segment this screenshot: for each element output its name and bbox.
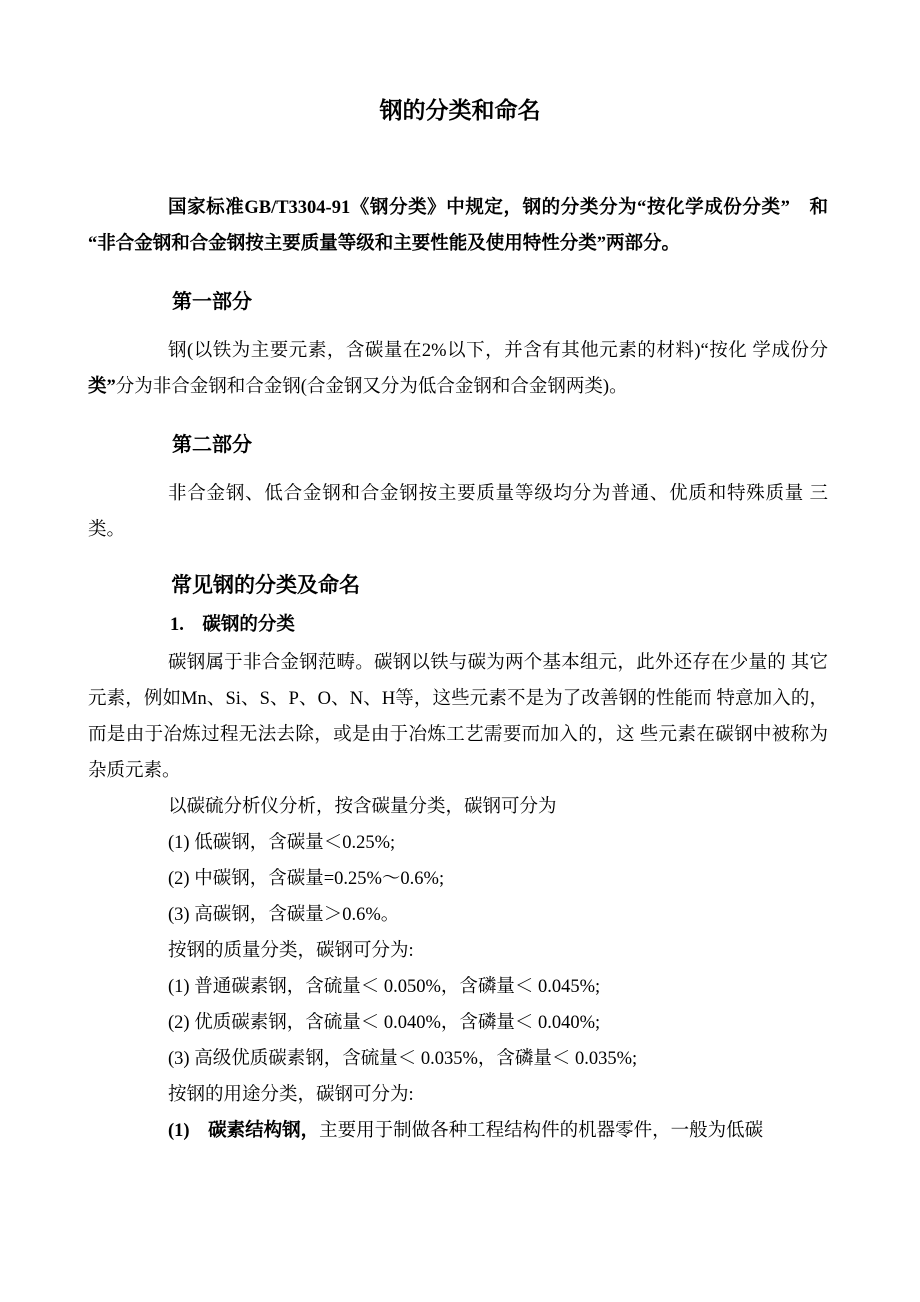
- usage-item-term: 碳素结构钢，: [208, 1121, 320, 1141]
- carbon-list-item: (2) 中碳钢，含碳量=0.25%〜0.6%;: [168, 869, 445, 889]
- section2-paragraph: 非合金钢、低合金钢和合金钢按主要质量等级均分为普通、优质和特殊质量 三类。: [88, 484, 828, 540]
- intro-paragraph: 国家标准GB/T3304-91《钢分类》中规定，钢的分类分为“按化学成份分类” 和 “非合金钢和合金钢按主要质量等级和主要性能及使用特性分类”两部分。: [88, 198, 828, 254]
- quality-list-item: (1) 普通碳素钢，含硫量＜ 0.050%，含磷量＜ 0.045%;: [168, 977, 601, 997]
- section1-text-rest: 分为非合金钢和合金钢(合金钢又分为低合金钢和合金钢两类)。: [115, 377, 628, 397]
- usage-list-item: [88, 1113, 828, 1149]
- section1-text-bold: 类”: [88, 377, 116, 397]
- quality-list-item: (2) 优质碳素钢，含硫量＜ 0.040%，含磷量＜ 0.040%;: [168, 1013, 601, 1033]
- carbon-intro-paragraph: 碳钢属于非合金钢范畴。碳钢以铁与碳为两个基本组元，此外还存在少量的 其它元素，例如Mn、Si、S、P、O、N、H等，这些元素不是为了改善钢的性能而 特意加入的，而是由于冶炼过程无法去除，或是由于冶炼工艺需要而加入的，这 些元素在碳钢中被称为杂质元素。: [88, 653, 828, 781]
- section1-paragraph: [88, 333, 828, 405]
- page-title: 钢的分类和命名: [379, 98, 541, 123]
- common-steel-heading: 常见钢的分类及命名: [171, 573, 360, 597]
- usage-item-number: (1): [168, 1121, 209, 1141]
- quality-list-item: (3) 高级优质碳素钢，含硫量＜ 0.035%，含磷量＜ 0.035%;: [168, 1049, 638, 1069]
- carbon-steel-subheading: 1. 碳钢的分类: [170, 615, 295, 635]
- by-usage-lead: 按钢的用途分类，碳钢可分为:: [168, 1085, 414, 1105]
- carbon-list-item: (1) 低碳钢，含碳量＜0.25%;: [168, 833, 396, 853]
- carbon-list-item: (3) 高碳钢，含碳量＞0.6%。: [168, 905, 400, 925]
- section2-heading: 第二部分: [172, 434, 252, 456]
- section1-text-lead: 钢(以铁为主要元素，含碳量在2%以下，并含有其他元素的材料)“按化 学成份分: [168, 341, 828, 361]
- usage-item-text: 主要用于制做各种工程结构件的机器零件，一般为低碳: [319, 1121, 764, 1141]
- by-carbon-lead: 以碳硫分析仪分析，按含碳量分类，碳钢可分为: [168, 797, 557, 817]
- section1-heading: 第一部分: [172, 291, 252, 313]
- by-quality-lead: 按钢的质量分类，碳钢可分为:: [168, 941, 414, 961]
